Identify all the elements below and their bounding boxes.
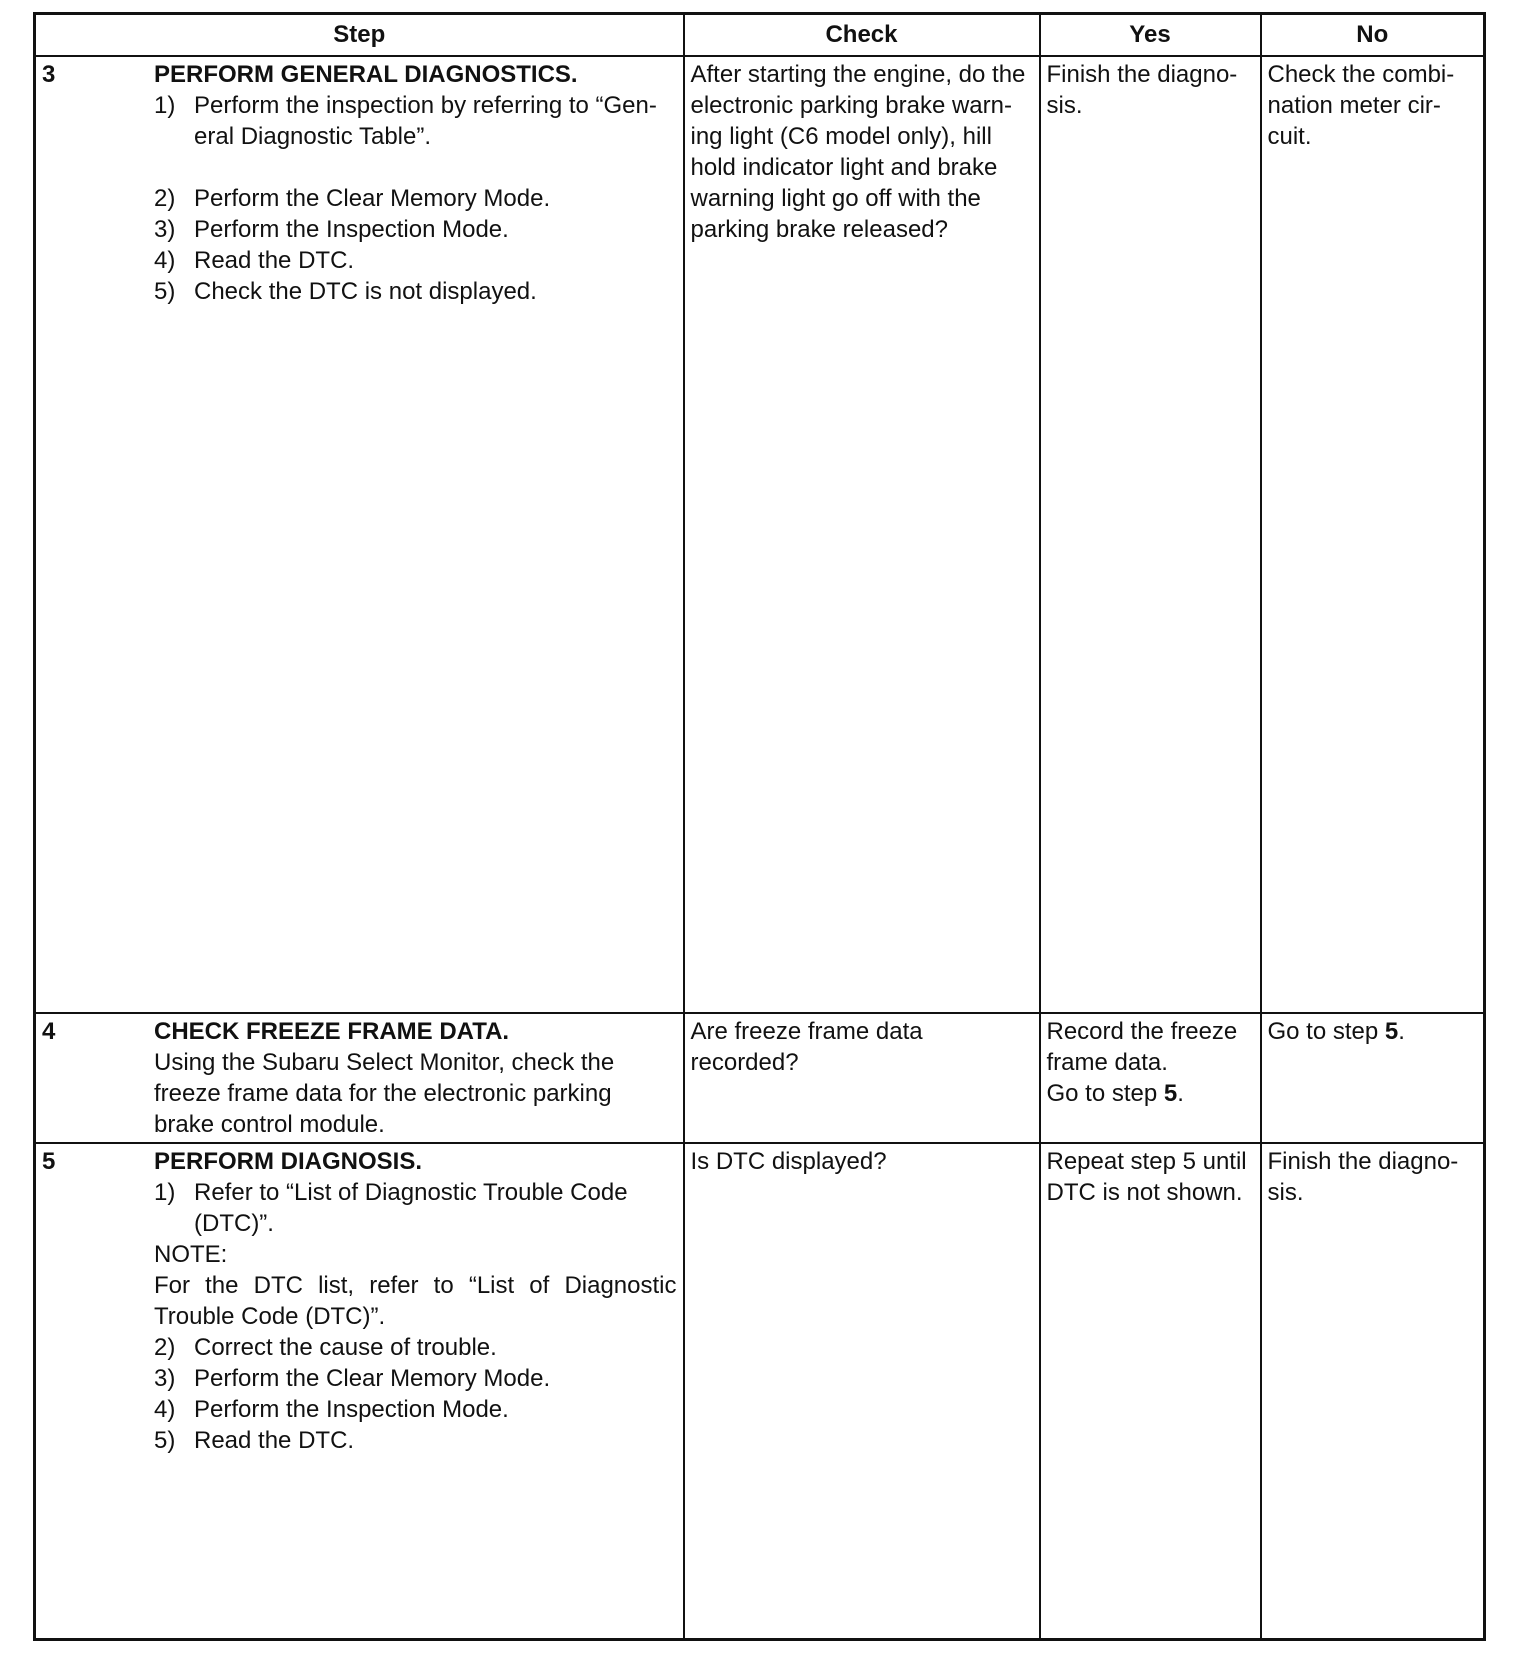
no-cell: Check the combi-nation meter cir-cuit. — [1261, 56, 1485, 1013]
table-row — [35, 56, 1485, 1013]
header-step: Step — [35, 14, 684, 56]
goto-step-number: 5 — [1163, 1079, 1178, 1107]
list-item — [154, 214, 677, 245]
table-row — [35, 1143, 1485, 1640]
list-item — [154, 1332, 677, 1363]
header-yes: Yes — [1040, 14, 1261, 56]
item-text: Read the DTC. — [194, 246, 355, 274]
step-cell — [35, 1013, 684, 1143]
step-number: 3 — [42, 60, 56, 88]
step-number: 5 — [42, 1147, 56, 1175]
yes-text: Record the freeze frame data. — [1046, 1017, 1238, 1076]
item-number: 2) — [154, 1333, 176, 1361]
list-item — [154, 276, 677, 307]
item-number: 4) — [154, 246, 176, 274]
yes-cell — [1040, 1013, 1261, 1143]
note-text: For the DTC list, refer to “List of Diagnostic Trouble Code (DTC)”. — [154, 1271, 677, 1330]
yes-cell: Finish the diagno-sis. — [1040, 56, 1261, 1013]
no-cell — [1261, 1013, 1485, 1143]
step-title: PERFORM DIAGNOSIS. — [154, 1147, 423, 1175]
goto-step: Go to step 5. — [1267, 1017, 1405, 1045]
table-row — [35, 1013, 1485, 1143]
item-number: 1) — [154, 91, 176, 119]
step-number: 4 — [42, 1017, 56, 1045]
table-header-row — [35, 14, 1485, 56]
step-cell — [35, 1143, 684, 1640]
list-item — [154, 245, 677, 276]
no-cell: Finish the diagno-sis. — [1261, 1143, 1485, 1640]
check-cell: Are freeze frame data recorded? — [684, 1013, 1040, 1143]
header-no: No — [1261, 14, 1485, 56]
header-check: Check — [684, 14, 1040, 56]
diagnostic-table — [33, 12, 1486, 1641]
item-text: Check the DTC is not displayed. — [194, 277, 537, 305]
list-item — [154, 90, 677, 152]
item-text: Refer to “List of Diagnostic Trouble Code (DTC)”. — [194, 1178, 628, 1237]
item-text: Perform the Inspection Mode. — [194, 215, 509, 243]
item-number: 4) — [154, 1395, 176, 1423]
item-number: 3) — [154, 215, 176, 243]
goto-label: Go to step — [1046, 1079, 1158, 1107]
step-title: PERFORM GENERAL DIAGNOSTICS. — [154, 60, 578, 88]
list-item — [154, 1425, 677, 1456]
check-cell: After starting the engine, do the electronic parking brake warn-ing light (C6 model only), hill hold indicator light and brake warning light go off with the parking brake released? — [684, 56, 1040, 1013]
goto-label: Go to step — [1267, 1017, 1379, 1045]
item-number: 1) — [154, 1178, 176, 1206]
item-text: Perform the Inspection Mode. — [194, 1395, 509, 1423]
goto-step-number: 5 — [1384, 1017, 1399, 1045]
item-text: Perform the Clear Memory Mode. — [194, 184, 551, 212]
item-text: Perform the Clear Memory Mode. — [194, 1364, 551, 1392]
item-number: 5) — [154, 277, 176, 305]
list-item — [154, 1363, 677, 1394]
step-text: Using the Subaru Select Monitor, check the freeze frame data for the electronic parking brake control module. — [154, 1048, 615, 1138]
step-cell — [35, 56, 684, 1013]
item-number: 2) — [154, 184, 176, 212]
list-item — [154, 1394, 677, 1425]
item-number: 3) — [154, 1364, 176, 1392]
check-cell: Is DTC displayed? — [684, 1143, 1040, 1640]
item-number: 5) — [154, 1426, 176, 1454]
step-title: CHECK FREEZE FRAME DATA. — [154, 1017, 510, 1045]
goto-step: Go to step 5. — [1046, 1079, 1184, 1107]
note-label: NOTE: — [154, 1240, 228, 1268]
list-item — [154, 183, 677, 214]
list-item — [154, 1177, 677, 1239]
item-text: Perform the inspection by referring to “Gen-eral Diagnostic Table”. — [194, 91, 657, 150]
item-text: Read the DTC. — [194, 1426, 355, 1454]
item-text: Correct the cause of trouble. — [194, 1333, 497, 1361]
yes-cell: Repeat step 5 until DTC is not shown. — [1040, 1143, 1261, 1640]
